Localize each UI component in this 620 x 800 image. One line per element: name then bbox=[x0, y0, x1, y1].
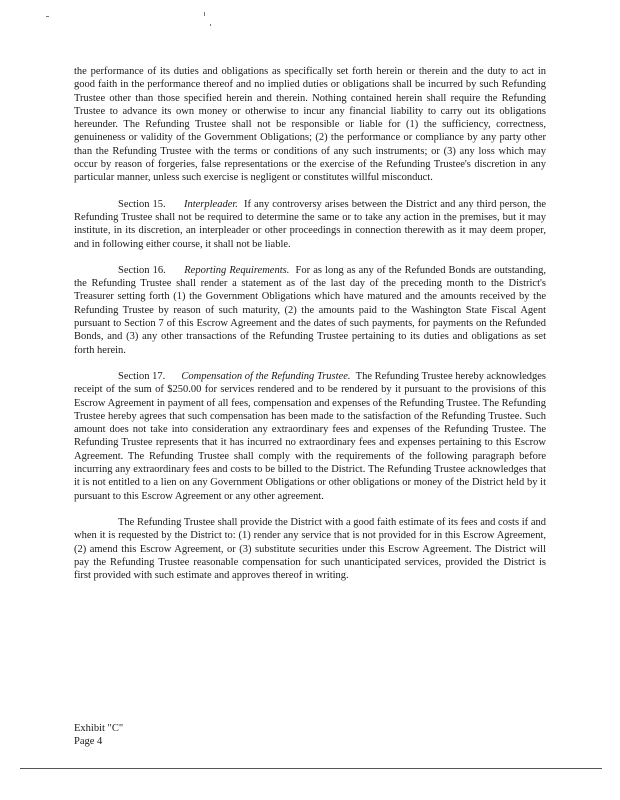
section-number: Section 17. bbox=[118, 370, 166, 382]
section-heading: Compensation of the Refunding Trustee. bbox=[181, 370, 351, 382]
paragraph-text: For as long as any of the Refunded Bonds are outstanding, the Refunding Trustee shall render a statement as of the last day of the preceding month to the District's Treasurer setting forth (1) the Government Obligations which have matured and the amounts received by the Refunding Trustee by reason of such maturity, (2) the amounts paid to the Washington State Fiscal Agent pursuant to Section 7 of this Escrow Agreement and the dates of such payments, for payments on the Refunded Bonds, and (3) any other transactions of the Refunding Trustee pertaining to its duties and obligations as set forth herein. bbox=[74, 264, 547, 356]
paragraph-text: The Refunding Trustee shall provide the District with a good faith estimate of its fees and costs if and when it is requested by the District to: (1) render any service that is not provided for in this Escrow Agreement, (2) amend this Escrow Agreement, or (3) substitute securities under this Escrow Agreement. The District will pay the Refunding Trustee reasonable compensation for such unanticipated services, provided the District is first provided with such estimate and approves thereof in writing. bbox=[74, 516, 546, 582]
paragraph-text: The Refunding Trustee hereby acknowledges receipt of the sum of $250.00 for services rendered and to be rendered by it pursuant to the provisions of this Escrow Agreement in payment of all fees, compensation and expenses of the Refunding Trustee. The Refunding Trustee hereby agrees that such compensation has been made to the satisfaction of the Refunding Trustee. Such amount does not take into consideration any extraordinary fees and expenses of the Refunding Trustee. The Refunding Trustee represents that it has incurred no extraordinary fees and expenses pertaining to this Escrow Agreement. The Refunding Trustee shall comply with the requirements of the following paragraph before incurring any extraordinary fees and costs to be billed to the District. The Refunding Trustee acknowledges that it is not entitled to a lien on any Government Obligations or other obligations or money of the District held by it pursuant to this Escrow Agreement or any other agreement. bbox=[74, 370, 547, 502]
paragraph-text: the performance of its duties and obligations as specifically set forth herein or therein and the duty to act in good faith in the performance thereof and no implied duties or obligations shall be incurred by such Refunding Trustee other than those specified herein and therein. Nothing contained herein shall require the Refunding Trustee to advance its own money or otherwise to incur any financial liability to carry out its obligations hereunder. The Refunding Trustee shall not be responsible or liable for (1) the sufficiency, correctness, genuineness or validity of the Government Obligations; (2) the performance or compliance by any party other than the Refunding Trustee with the terms or conditions of any such instruments; or (3) any loss which may occur by reason of forgeries, false representations or the exercise of the Refunding Trustee's discretion in any particular manner, unless such exercise is negligent or constitutes willful misconduct. bbox=[74, 66, 546, 184]
estimate-paragraph bbox=[74, 516, 546, 582]
bottom-scan-line bbox=[20, 768, 602, 769]
page-footer bbox=[74, 722, 123, 748]
section-heading: Interpleader. bbox=[183, 198, 238, 210]
section-number: Section 15. bbox=[118, 198, 166, 210]
section-number: Section 16. bbox=[118, 264, 166, 276]
section-heading: Reporting Requirements. bbox=[184, 264, 290, 276]
page-number: Page 4 bbox=[74, 736, 103, 747]
document-body bbox=[74, 65, 546, 582]
section-17-paragraph bbox=[74, 370, 546, 503]
paragraph-text: If any controversy arises between the District and any third person, the Refunding Trustee shall not be required to determine the same or to take any action in the premises, but it may institute, in its discretion, an interpleader or other proceedings in connection therewith as it may deem proper, and in following either course, it shall not be liable. bbox=[74, 198, 547, 250]
section-15-paragraph bbox=[74, 198, 546, 251]
exhibit-label: Exhibit "C" bbox=[74, 723, 124, 734]
section-16-paragraph bbox=[74, 264, 546, 357]
paragraph-continuation bbox=[74, 65, 546, 185]
scan-speck bbox=[210, 24, 211, 26]
scan-speck bbox=[204, 12, 205, 16]
scan-speck bbox=[46, 16, 49, 17]
